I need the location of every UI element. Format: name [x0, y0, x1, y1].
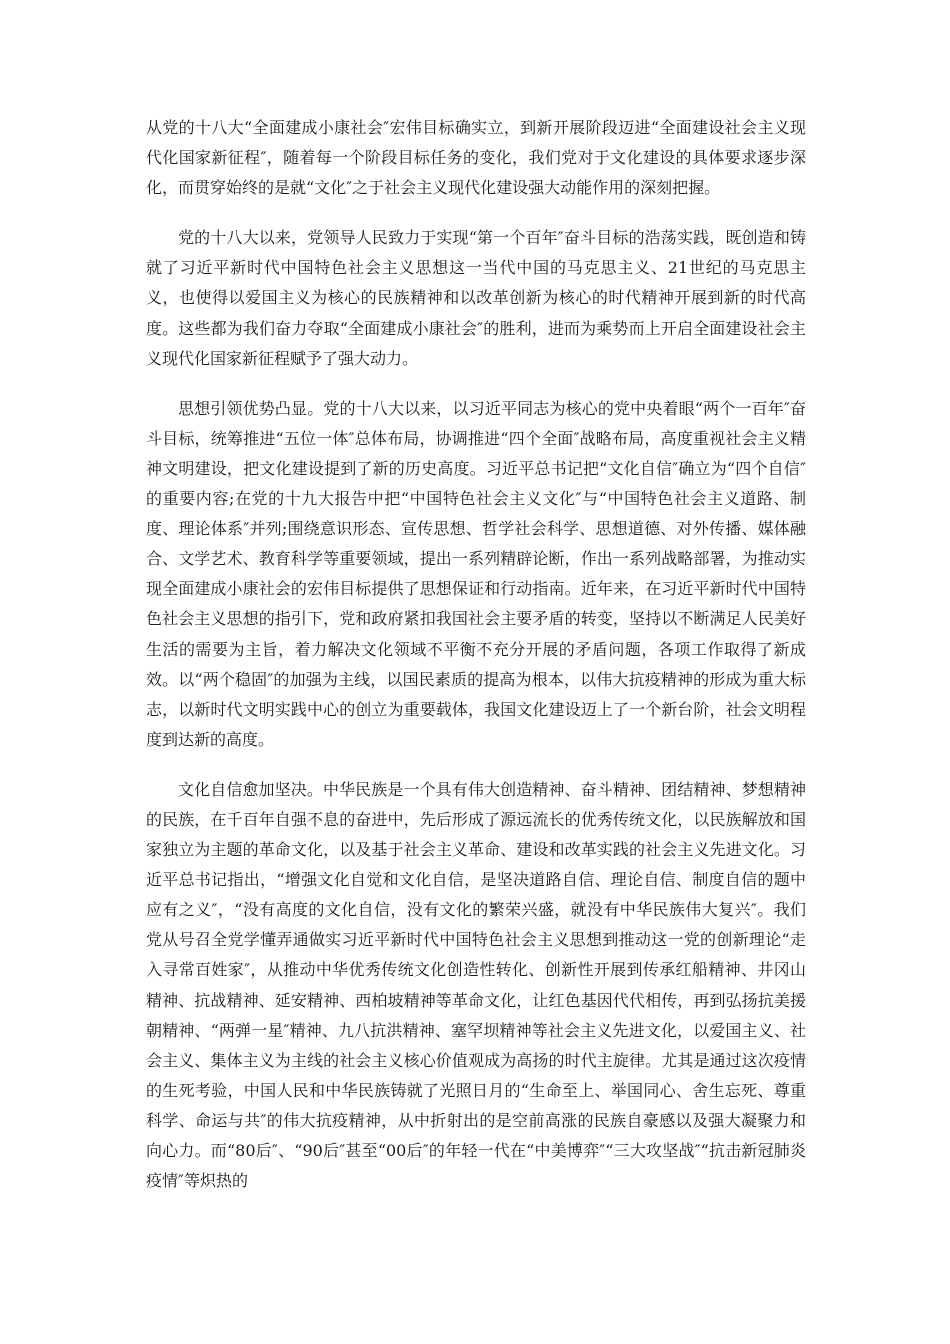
paragraph-2: 党的十八大以来，党领导人民致力于实现“第一个百年″奋斗目标的浩荡实践，既创造和铸就了习近平新时代中国特色社会主义思想这一当代中国的马克思主义、21世纪的马克思主义，也使得以爱国主义为核心的民族精神和以改革创新为核心的时代精神开展到新的时代高度。这些都为我们奋力夺取“全面建成小康社会″的胜利，进而为乘势而上开启全面建设社会主义现代化国家新征程赋予了强大动力。 [146, 228, 806, 368]
paragraph-3: 思想引领优势凸显。党的十八大以来，以习近平同志为核心的党中央着眼“两个一百年″奋斗目标，统筹推进“五位一体″总体布局，协调推进“四个全面″战略布局，高度重视社会主义精神文明建设，把文化建设提到了新的历史高度。习近平总书记把“文化自信″确立为“四个自信″的重要内容;在党的十九大报告中把“中国特色社会主义文化″与“中国特色社会主义道路、制度、理论体系″并列;围绕意识形态、宣传思想、哲学社会科学、思想道德、对外传播、媒体融合、文学艺术、教育科学等重要领域，提出一系列精辟论断，作出一系列战略部署，为推动实现全面建成小康社会的宏伟目标提供了思想保证和行动指南。近年来，在习近平新时代中国特色社会主义思想的指引下，党和政府紧扣我国社会主要矛盾的转变，坚持以不断满足人民美好生活的需要为主旨，着力解决文化领域不平衡不充分开展的矛盾问题，各项工作取得了新成效。以“两个稳固″的加强为主线，以国民素质的提高为根本，以伟大抗疫精神的形成为重大标志，以新时代文明实践中心的创立为重要载体，我国文化建设迈上了一个新台阶，社会文明程度到达新的高度。 [146, 398, 806, 749]
paragraph-1: 从党的十八大“全面建成小康社会″宏伟目标确实立，到新开展阶段迈进“全面建设社会主义现代化国家新征程″，随着每一个阶段目标任务的变化，我们党对于文化建设的具体要求逐步深化，而贯穿始终的是就“文化″之于社会主义现代化建设强大动能作用的深刻把握。 [146, 118, 806, 198]
paragraph-4: 文化自信愈加坚决。中华民族是一个具有伟大创造精神、奋斗精神、团结精神、梦想精神的民族，在千百年自强不息的奋进中，先后形成了源远流长的优秀传统文化，以民族解放和国家独立为主题的革命文化，以及基于社会主义革命、建设和改革实践的社会主义先进文化。习近平总书记指出，“增强文化自觉和文化自信，是坚决道路自信、理论自信、制度自信的题中应有之义″，“没有高度的文化自信，没有文化的繁荣兴盛，就没有中华民族伟大复兴″。我们党从号召全党学懂弄通做实习近平新时代中国特色社会主义思想到推动这一党的创新理论“走入寻常百姓家″，从推动中华优秀传统文化创造性转化、创新性开展到传承红船精神、井冈山精神、抗战精神、延安精神、西柏坡精神等革命文化，让红色基因代代相传，再到弘扬抗美援朝精神、“两弹一星″精神、九八抗洪精神、塞罕坝精神等社会主义先进文化，以爱国主义、社会主义、集体主义为主线的社会主义核心价值观成为高扬的时代主旋律。尤其是通过这次疫情的生死考验，中国人民和中华民族铸就了光照日月的“生命至上、举国同心、舍生忘死、尊重科学、命运与共″的伟大抗疫精神，从中折射出的是空前高涨的民族自豪感以及强大凝聚力和向心力。而“80后″、“90后″甚至“00后″的年轻一代在“中美博弈″“三大攻坚战″“抗击新冠肺炎疫情″等炽热的 [146, 779, 806, 1191]
document-body [146, 113, 806, 1216]
